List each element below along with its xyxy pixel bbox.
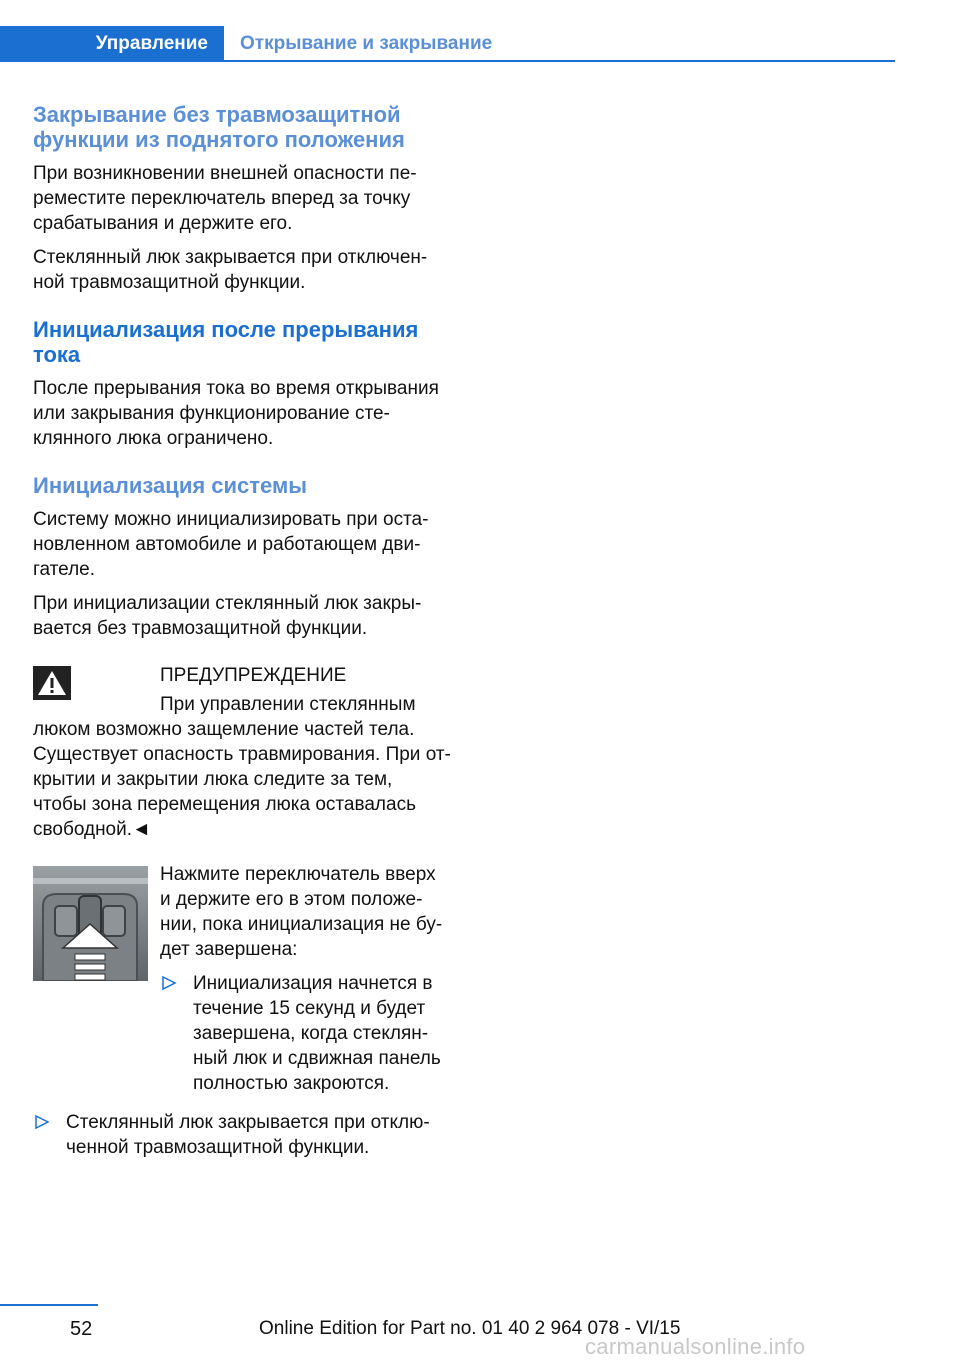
header-tab-section: Управление bbox=[0, 26, 224, 62]
warning-title: ПРЕДУПРЕЖДЕНИЕ bbox=[160, 665, 347, 686]
list-item-text: Стеклянный люк закрывается при отключенной травмозащитной функции. bbox=[66, 1112, 430, 1158]
section-title-initialization-after-power-loss: Инициализация после прерывания тока bbox=[33, 317, 419, 367]
section-title-system-initialization: Инициализация системы bbox=[33, 473, 308, 498]
warning-body: При управлении стеклянным люком возможно защемление частей тела. Существует опасность травмирования. При открытии и закрытии люка следите за тем, чтобы зона перемещения люка оставалась свободной.◄ bbox=[33, 694, 451, 840]
header-rule bbox=[224, 60, 895, 62]
edition-line: Online Edition for Part no. 01 40 2 964 078 - VI/15 bbox=[259, 1318, 681, 1339]
page-header bbox=[0, 26, 895, 62]
paragraph: Систему можно инициализировать при остановленном автомобиле и работающем двигателе. bbox=[33, 509, 429, 580]
paragraph: При инициализации стеклянный люк закрывается без травмозащитной функции. bbox=[33, 593, 422, 639]
list-item bbox=[160, 971, 451, 1096]
instruction-text: Нажмите переключатель вверх и держите его в этом положении, пока инициализация не будет завершена: bbox=[160, 864, 443, 960]
section-title-closing-without-protection: Закрывание без травмозащитной функции из поднятого положения bbox=[33, 102, 405, 152]
sunroof-switch-image bbox=[33, 866, 148, 981]
paragraph: При возникновении внешней опасности переместите переключатель вперед за точку срабатывания и держите его. bbox=[33, 163, 417, 234]
content-column bbox=[33, 102, 451, 1160]
page-number: 52 bbox=[70, 1318, 93, 1340]
instruction-block bbox=[33, 862, 451, 1096]
header-tab-chapter: Открывание и закрывание bbox=[240, 33, 493, 54]
instruction-text-column bbox=[160, 862, 451, 1096]
footer-rule bbox=[0, 1304, 98, 1306]
triangle-bullet-icon bbox=[33, 1113, 51, 1131]
warning-block bbox=[33, 663, 451, 842]
triangle-bullet-icon bbox=[160, 974, 178, 992]
paragraph: После прерывания тока во время открывания или закрывания функционирование стеклянного люка ограничено. bbox=[33, 378, 439, 449]
watermark: carmanualsonline.info bbox=[585, 1334, 806, 1359]
warning-triangle-icon bbox=[33, 666, 71, 700]
list-item-text: Инициализация начнется в течение 15 секунд и будет завершена, когда стеклянный люк и сдвижная панель полностью закроются. bbox=[193, 973, 441, 1094]
paragraph: Стеклянный люк закрывается при отключенной травмозащитной функции. bbox=[33, 247, 428, 293]
list-item bbox=[33, 1110, 451, 1160]
